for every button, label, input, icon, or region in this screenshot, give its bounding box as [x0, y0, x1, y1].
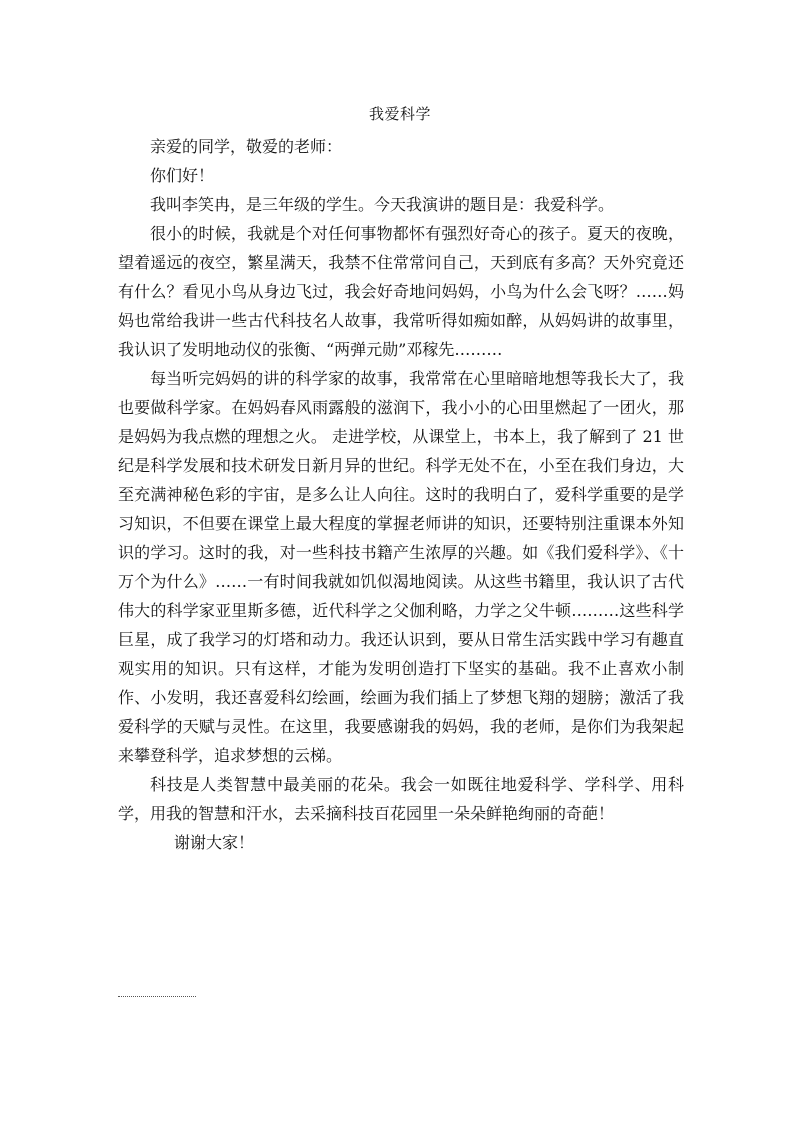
childhood-paragraph: 很小的时候，我就是个对任何事物都怀有强烈好奇心的孩子。夏天的夜晚，望着遥远的夜空，繁星满天，我禁不住常常问自己，天到底有多高？天外究竟还有什么？看见小鸟从身边飞过，我会好奇地问妈妈，小鸟为什么会飞呀？……妈妈也常给我讲一些古代科技名人故事，我常听得如痴如醉，从妈妈讲的故事里，我认识了发明地动仪的张衡、“两弹元勋”邓稼先………: [118, 224, 684, 359]
hello-line: 你们好！: [150, 166, 215, 185]
introduction-paragraph: 我叫李笑冉，是三年级的学生。今天我演讲的题目是：我爱科学。: [150, 195, 615, 214]
dream-paragraph: 每当听完妈妈的讲的科学家的故事，我常常在心里暗暗地想等我长大了，我也要做科学家。在妈妈春风雨露般的滋润下，我小小的心田里燃起了一团火，那是妈妈为我点燃的理想之火。 走进学校，从课堂上，书本上，我了解到了 21 世纪是科学发展和技术研发日新月异的世纪。科学无处不在，小至在我们身边，大至充满神秘色彩的宇宙，是多么让人向往。这时的我明白了，爱科学重要的是学习知识，不但要在课堂上最大程度的掌握老师讲的知识，还要特别注重课本外知识的学习。这时的我，对一些科技书籍产生浓厚的兴趣。如《我们爱科学》、《十万个为什么》……一有时间我就如饥似渴地阅读。从这些书籍里，我认识了古代伟大的科学家亚里斯多德，近代科学之父伽利略，力学之父牛顿………这些科学巨星，成了我学习的灯塔和动力。我还认识到，要从日常生活实践中学习有趣直观实用的知识。只有这样，才能为发明创造打下坚实的基础。我不止喜欢小制作、小发明，我还喜爱科幻绘画，绘画为我们插上了梦想飞翔的翅膀；激活了我爱科学的天赋与灵性。在这里，我要感谢我的妈妈，我的老师，是你们为我架起来攀登科学，追求梦想的云梯。: [118, 369, 684, 765]
document-body: [118, 132, 684, 857]
document-title: 我爱科学: [368, 105, 431, 123]
footnote-separator: [118, 996, 196, 997]
greeting-line: 亲爱的同学，敬爱的老师：: [150, 137, 343, 156]
conclusion-paragraph: 科技是人类智慧中最美丽的花朵。我会一如既往地爱科学、学科学、用科学，用我的智慧和汗水，去采摘科技百花园里一朵朵鲜艳绚丽的奇葩！: [118, 775, 684, 823]
closing-line: 谢谢大家！: [174, 833, 255, 852]
